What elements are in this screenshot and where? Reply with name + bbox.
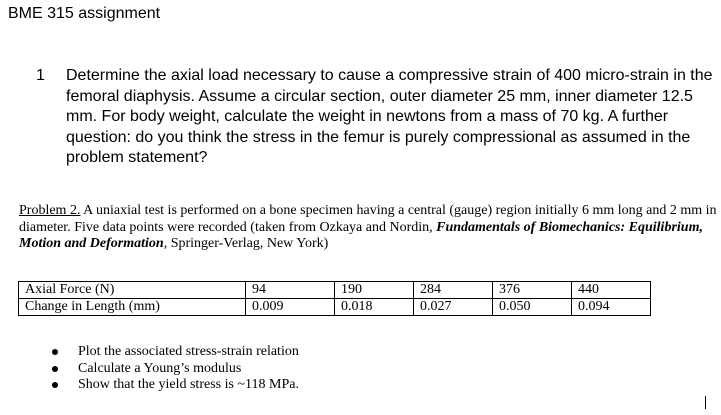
- table-cell: 190: [335, 282, 414, 299]
- bullet-icon: [52, 349, 58, 355]
- table-row-header: Axial Force (N): [19, 282, 246, 299]
- table-row: [19, 299, 651, 316]
- bullet-icon: [52, 366, 58, 372]
- bullet-icon: [52, 382, 58, 388]
- document-title: BME 315 assignment: [8, 5, 161, 22]
- text-cursor: [705, 396, 706, 409]
- problem-1-text: Determine the axial load necessary to cause a compressive strain of 400 micro-strain in the femoral diaphysis. Assume a circular section, outer diameter 25 mm, inner diameter 12.5 mm. For body weight, calculate the weight in newtons from a mass of 70 kg. A further question: do you think the stress in the femur is purely compressional as assumed in the problem statement?: [66, 67, 713, 166]
- problem-1-number: 1: [36, 67, 45, 84]
- book-title: Fundamentals of Biomechanics: Equilibrium, Motion and Deformation: [19, 219, 703, 251]
- task-text: Plot the associated stress-strain relation: [78, 344, 299, 359]
- problem-2-label: Problem 2.: [19, 203, 81, 218]
- task-text: Calculate a Young’s modulus: [78, 360, 242, 376]
- table-cell: 0.050: [493, 299, 572, 316]
- table-cell: 0.018: [335, 299, 414, 316]
- table-cell: 0.009: [246, 299, 335, 316]
- problem-2-text-before: A uniaxial test is performed on a bone specimen having a central (gauge) region initially 6 mm long and 2 mm in diameter. Five data points were recorded (taken from Ozkaya and Nordin,: [19, 203, 717, 235]
- table-cell: 0.027: [414, 299, 493, 316]
- task-text: Show that the yield stress is ~118 MPa.: [78, 377, 299, 392]
- table-row: [19, 282, 651, 299]
- list-item: [52, 344, 299, 361]
- table-cell: 94: [246, 282, 335, 299]
- table-cell: 0.094: [572, 299, 651, 316]
- task-list: [52, 344, 299, 394]
- table-cell: 376: [493, 282, 572, 299]
- list-item: [52, 361, 299, 378]
- table-cell: 440: [572, 282, 651, 299]
- problem-2-text-after: , Springer-Verlag, New York): [163, 236, 329, 251]
- problem-2: [19, 203, 719, 253]
- list-item: [52, 377, 299, 394]
- table-cell: 284: [414, 282, 493, 299]
- data-table: [18, 281, 651, 316]
- table-row-header: Change in Length (mm): [19, 299, 246, 316]
- problem-1: [36, 66, 716, 169]
